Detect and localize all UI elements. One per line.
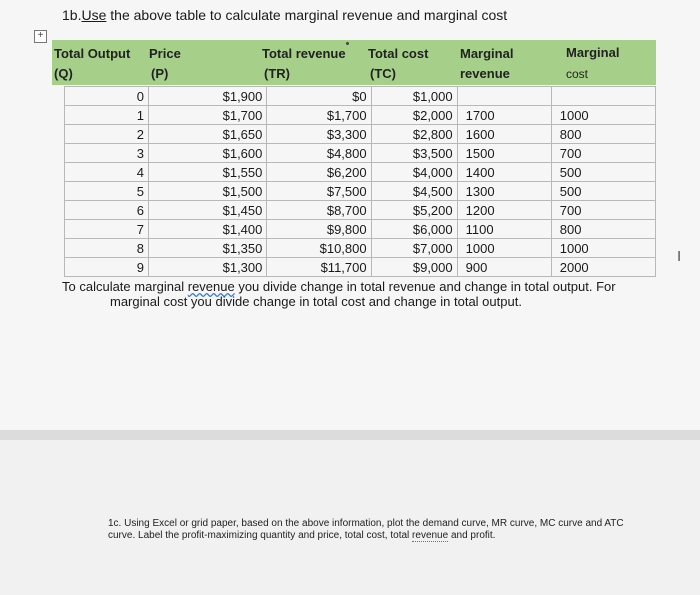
- cell-tc: $7,000: [371, 239, 457, 258]
- question-1c: 1c. Using Excel or grid paper, based on the above information, plot the demand curve, MR curve, MC curve and ATC curve. Label the profit-maximizing quantity and price, total cost, total revenue and profit.: [108, 518, 624, 541]
- cell-q: 3: [65, 144, 149, 163]
- table-row: [65, 163, 656, 182]
- cell-p: $1,300: [148, 258, 266, 277]
- cell-tr: $11,700: [267, 258, 371, 277]
- cell-mc: 700: [551, 201, 655, 220]
- cell-tr: $1,700: [267, 106, 371, 125]
- cell-mc: 800: [551, 220, 655, 239]
- cell-tr: $10,800: [267, 239, 371, 258]
- header-p-line2: (P): [151, 66, 169, 81]
- question-heading: 1b.Use the above table to calculate marginal revenue and marginal cost: [62, 7, 508, 23]
- cell-mc: 800: [551, 125, 655, 144]
- cell-p: $1,650: [148, 125, 266, 144]
- header-tc-line2: (TC): [370, 66, 396, 81]
- cell-mr: 1700: [457, 106, 551, 125]
- table-row: [65, 258, 656, 277]
- cell-tr: $6,200: [267, 163, 371, 182]
- cell-tc: $4,500: [371, 182, 457, 201]
- cell-q: 8: [65, 239, 149, 258]
- header-mc-line2: cost: [566, 67, 589, 81]
- instruction-note: To calculate marginal revenue you divide change in total revenue and change in total output. For marginal cost you divide change in total cost and change in total output.: [62, 279, 616, 309]
- cell-tr: $4,800: [267, 144, 371, 163]
- header-p-line1: Price: [149, 46, 181, 61]
- header-tr-line1: Total revenue: [262, 46, 346, 61]
- header-tc-line1: Total cost: [368, 46, 429, 61]
- header-q-line1: Total Output: [54, 46, 131, 61]
- cell-tc: $1,000: [371, 87, 457, 106]
- cell-p: $1,900: [148, 87, 266, 106]
- table-row: [65, 201, 656, 220]
- cell-mr: [457, 87, 551, 106]
- cell-tc: $9,000: [371, 258, 457, 277]
- header-q-line2: (Q): [54, 66, 73, 81]
- header-mr-line2: revenue: [460, 66, 510, 81]
- cell-mc: 1000: [551, 106, 655, 125]
- cell-mc: 2000: [551, 258, 655, 277]
- cell-q: 2: [65, 125, 149, 144]
- cell-tc: $2,000: [371, 106, 457, 125]
- table-row: [65, 106, 656, 125]
- cell-mr: 1400: [457, 163, 551, 182]
- header-mc-line1: Marginal: [566, 45, 620, 60]
- text-cursor-icon: I: [677, 248, 682, 265]
- table-row: [65, 239, 656, 258]
- cell-p: $1,550: [148, 163, 266, 182]
- header-tr-line2: (TR): [264, 66, 290, 81]
- cell-tr: $8,700: [267, 201, 371, 220]
- section-divider: [0, 430, 700, 440]
- cell-q: 7: [65, 220, 149, 239]
- header-mr-line1: Marginal: [460, 46, 514, 61]
- cell-mc: 1000: [551, 239, 655, 258]
- table-row: [65, 182, 656, 201]
- table-row: [65, 220, 656, 239]
- cell-mr: 1600: [457, 125, 551, 144]
- cell-mr: 1200: [457, 201, 551, 220]
- table-row: [65, 87, 656, 106]
- cell-mr: 1100: [457, 220, 551, 239]
- cell-q: 4: [65, 163, 149, 182]
- cell-tc: $5,200: [371, 201, 457, 220]
- cell-mc: [551, 87, 655, 106]
- cell-mc: 700: [551, 144, 655, 163]
- cell-q: 1: [65, 106, 149, 125]
- cell-tc: $4,000: [371, 163, 457, 182]
- cell-tr: $9,800: [267, 220, 371, 239]
- cell-q: 6: [65, 201, 149, 220]
- text-cursor-dot: [346, 42, 349, 45]
- cell-mr: 900: [457, 258, 551, 277]
- table-move-handle-icon[interactable]: +: [34, 30, 47, 43]
- cell-tr: $7,500: [267, 182, 371, 201]
- cell-q: 9: [65, 258, 149, 277]
- cell-q: 0: [65, 87, 149, 106]
- cell-mr: 1000: [457, 239, 551, 258]
- table-row: [65, 144, 656, 163]
- table-row: [65, 125, 656, 144]
- cell-tr: $0: [267, 87, 371, 106]
- cell-q: 5: [65, 182, 149, 201]
- cell-p: $1,700: [148, 106, 266, 125]
- cell-p: $1,500: [148, 182, 266, 201]
- cell-tc: $2,800: [371, 125, 457, 144]
- table-header: [52, 40, 656, 85]
- cell-tc: $3,500: [371, 144, 457, 163]
- cell-mr: 1500: [457, 144, 551, 163]
- cell-p: $1,350: [148, 239, 266, 258]
- cost-revenue-table: [52, 40, 656, 278]
- cell-mc: 500: [551, 163, 655, 182]
- cell-mr: 1300: [457, 182, 551, 201]
- cell-mc: 500: [551, 182, 655, 201]
- cell-p: $1,600: [148, 144, 266, 163]
- table-body: [64, 86, 656, 277]
- cell-tr: $3,300: [267, 125, 371, 144]
- cell-p: $1,400: [148, 220, 266, 239]
- cell-p: $1,450: [148, 201, 266, 220]
- cell-tc: $6,000: [371, 220, 457, 239]
